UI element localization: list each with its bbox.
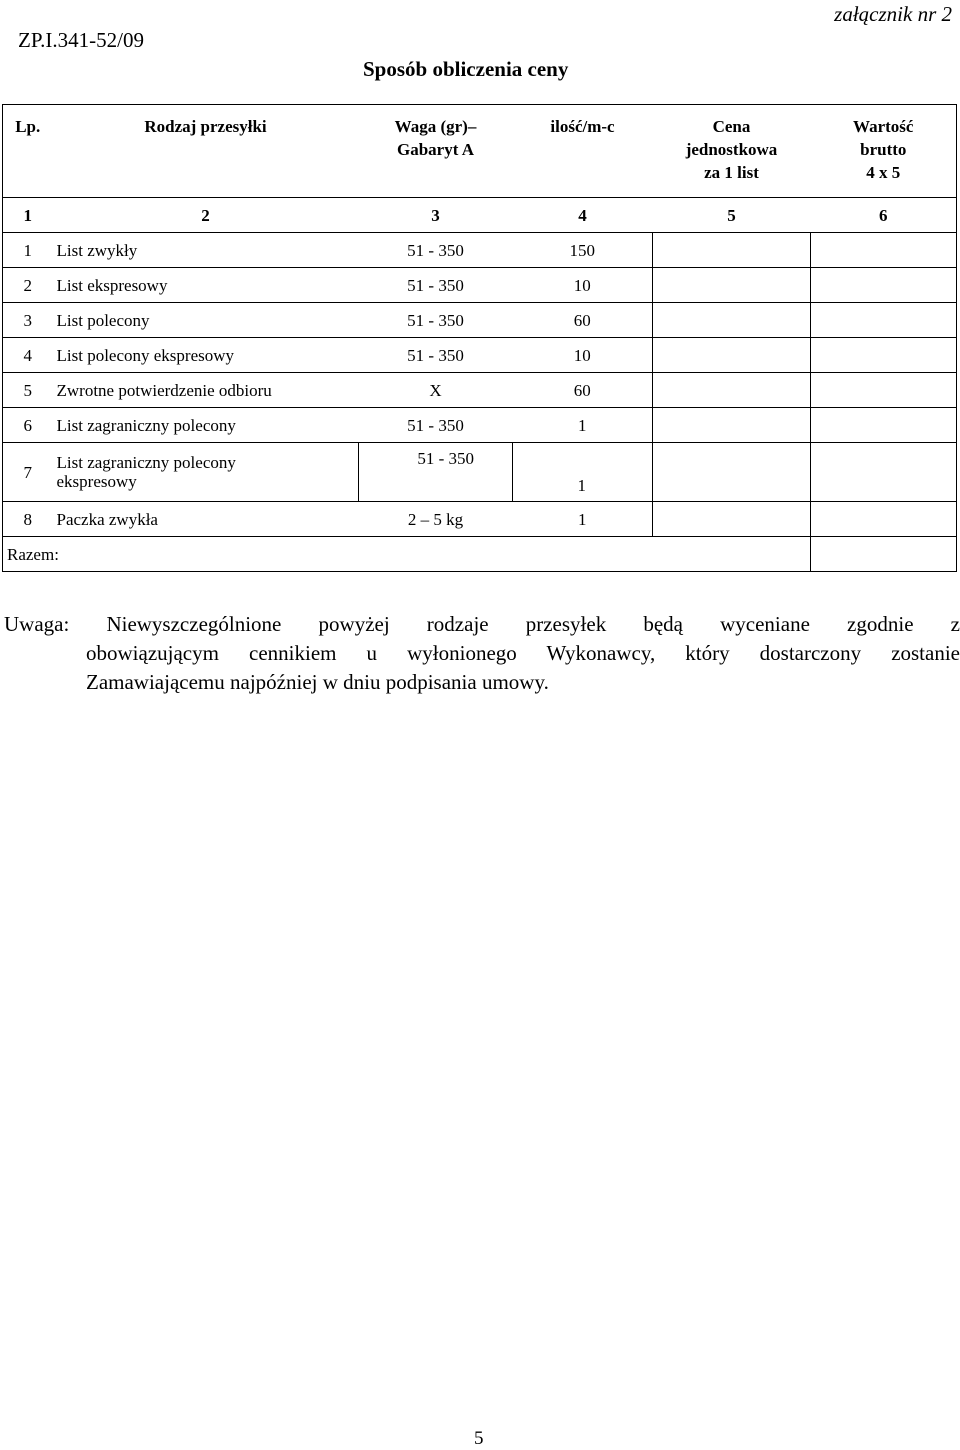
column-number: 1	[3, 198, 53, 233]
row-unit-price[interactable]	[653, 338, 811, 373]
table-row	[3, 268, 957, 303]
row-gross-value[interactable]	[811, 373, 957, 408]
row-weight: X	[359, 373, 513, 408]
column-number: 3	[359, 198, 513, 233]
row-lp: 7	[3, 443, 53, 502]
row-qty: 1	[513, 502, 653, 537]
header-weight-line2: Gabaryt A	[397, 140, 474, 159]
row-type: Zwrotne potwierdzenie odbioru	[53, 373, 359, 408]
row-gross-value[interactable]	[811, 303, 957, 338]
row-type: List ekspresowy	[53, 268, 359, 303]
row-unit-price[interactable]	[653, 233, 811, 268]
note-line2: obowiązującym cennikiem u wyłonionego Wykonawcy, który dostarczony zostanie	[86, 641, 960, 665]
row-weight: 51 - 350	[359, 268, 513, 303]
table-row	[3, 303, 957, 338]
row-type: Paczka zwykła	[53, 502, 359, 537]
row-weight-value: 51 - 350	[417, 449, 474, 468]
document-title: Sposób obliczenia ceny	[363, 57, 569, 81]
row-qty: 60	[513, 373, 653, 408]
row-qty: 60	[513, 303, 653, 338]
row-lp: 8	[3, 502, 53, 537]
table-row	[3, 338, 957, 373]
header-value-line1: Wartość	[853, 117, 914, 136]
table-row	[3, 502, 957, 537]
header-price-line1: Cena	[712, 117, 751, 136]
row-gross-value[interactable]	[811, 233, 957, 268]
pricing-table	[2, 104, 957, 572]
row-type-line2: ekspresowy	[56, 472, 137, 491]
header-type: Rodzaj przesyłki	[53, 105, 359, 198]
header-price-line3: za 1 list	[704, 163, 759, 182]
row-qty: 10	[513, 338, 653, 373]
table-header-row	[3, 105, 957, 198]
row-weight: 51 - 350	[359, 233, 513, 268]
row-qty-value: 1	[577, 476, 586, 495]
row-weight: 2 – 5 kg	[359, 502, 513, 537]
row-unit-price[interactable]	[653, 303, 811, 338]
note-line3: Zamawiającemu najpóźniej w dniu podpisania umowy.	[86, 670, 549, 694]
annex-label: załącznik nr 2	[834, 2, 952, 26]
row-lp: 4	[3, 338, 53, 373]
table-row	[3, 233, 957, 268]
header-value	[811, 105, 957, 198]
row-weight: 51 - 350	[359, 338, 513, 373]
row-weight: 51 - 350	[359, 408, 513, 443]
header-lp: Lp.	[3, 105, 53, 198]
row-gross-value[interactable]	[811, 502, 957, 537]
row-lp: 3	[3, 303, 53, 338]
note-line1: Uwaga: Niewyszczególnione powyżej rodzaje przesyłek będą wyceniane zgodnie z	[4, 612, 960, 636]
row-qty	[513, 443, 653, 502]
total-value[interactable]	[811, 537, 957, 572]
header-value-line2: brutto	[860, 140, 907, 159]
total-row	[3, 537, 957, 572]
row-qty: 10	[513, 268, 653, 303]
column-number-row	[3, 198, 957, 233]
column-number: 5	[653, 198, 811, 233]
column-number: 4	[513, 198, 653, 233]
table-row	[3, 408, 957, 443]
row-gross-value[interactable]	[811, 408, 957, 443]
column-number: 6	[811, 198, 957, 233]
table-row	[3, 443, 957, 502]
row-gross-value[interactable]	[811, 443, 957, 502]
header-qty: ilość/m-c	[513, 105, 653, 198]
row-type-line1: List zagraniczny polecony	[56, 453, 236, 472]
row-lp: 6	[3, 408, 53, 443]
header-price-line2: jednostkowa	[685, 140, 778, 159]
row-weight: 51 - 350	[359, 303, 513, 338]
row-type: List polecony	[53, 303, 359, 338]
total-label: Razem:	[3, 537, 811, 572]
row-type: List zagraniczny polecony	[53, 408, 359, 443]
row-lp: 2	[3, 268, 53, 303]
table-row	[3, 373, 957, 408]
row-unit-price[interactable]	[653, 408, 811, 443]
row-lp: 5	[3, 373, 53, 408]
row-unit-price[interactable]	[653, 502, 811, 537]
header-weight-line1: Waga (gr)–	[394, 117, 477, 136]
row-gross-value[interactable]	[811, 338, 957, 373]
row-qty: 150	[513, 233, 653, 268]
row-unit-price[interactable]	[653, 443, 811, 502]
row-unit-price[interactable]	[653, 373, 811, 408]
row-gross-value[interactable]	[811, 268, 957, 303]
row-weight	[359, 443, 513, 502]
row-type	[53, 443, 359, 502]
row-lp: 1	[3, 233, 53, 268]
header-weight	[359, 105, 513, 198]
row-qty: 1	[513, 408, 653, 443]
note	[4, 610, 960, 697]
page-number: 5	[474, 1428, 484, 1449]
row-type: List zwykły	[53, 233, 359, 268]
header-value-line3: 4 x 5	[866, 163, 901, 182]
column-number: 2	[53, 198, 359, 233]
header-price	[653, 105, 811, 198]
row-unit-price[interactable]	[653, 268, 811, 303]
document-reference: ZP.I.341-52/09	[18, 28, 144, 52]
row-type: List polecony ekspresowy	[53, 338, 359, 373]
